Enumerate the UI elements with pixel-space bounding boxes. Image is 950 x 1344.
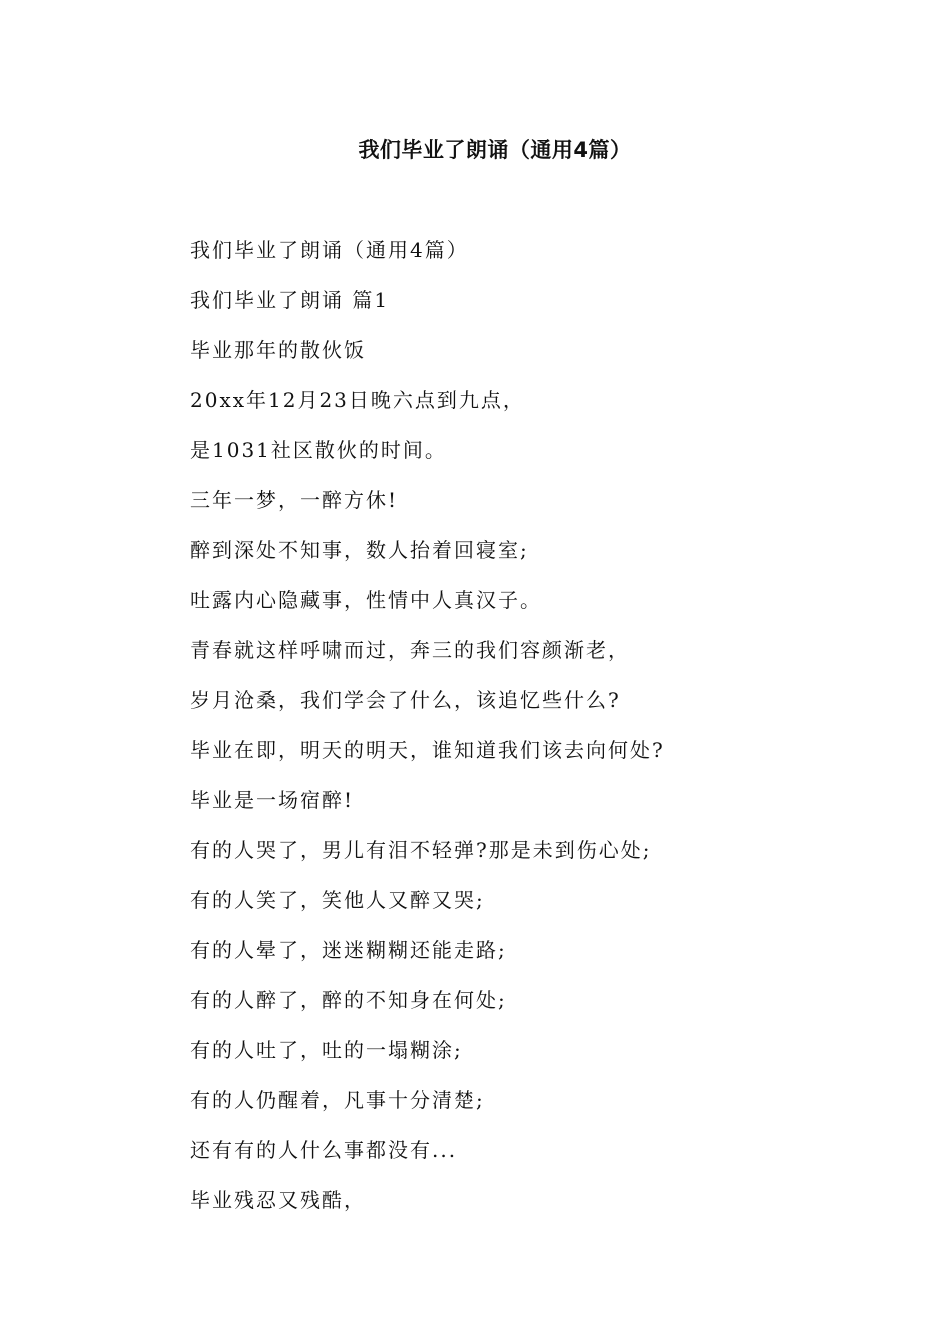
body-line: 醉到深处不知事，数人抬着回寝室; xyxy=(190,538,529,562)
body-line: 岁月沧桑，我们学会了什么，该追忆些什么? xyxy=(190,688,621,712)
body-line-poem-title: 毕业那年的散伙饭 xyxy=(190,338,366,362)
body-line: 有的人晕了，迷迷糊糊还能走路; xyxy=(190,938,507,962)
document-title: 我们毕业了朗诵（通用4篇） xyxy=(358,138,632,162)
body-line: 是1031社区散伙的时间。 xyxy=(190,438,447,462)
body-line: 青春就这样呼啸而过，奔三的我们容颜渐老， xyxy=(190,638,630,662)
body-line: 有的人仍醒着，凡事十分清楚; xyxy=(190,1088,485,1112)
body-line: 有的人吐了，吐的一塌糊涂; xyxy=(190,1038,463,1062)
document-body xyxy=(190,232,890,1232)
body-line: 毕业是一场宿醉! xyxy=(190,788,355,812)
body-line-section-heading: 我们毕业了朗诵 篇1 xyxy=(190,288,390,312)
body-line: 吐露内心隐藏事，性情中人真汉子。 xyxy=(190,588,542,612)
body-line: 有的人哭了，男儿有泪不轻弹?那是未到伤心处; xyxy=(190,838,652,862)
body-line: 20xx年12月23日晚六点到九点， xyxy=(190,388,525,412)
body-line: 毕业在即，明天的明天，谁知道我们该去向何处? xyxy=(190,738,665,762)
body-line-subtitle: 我们毕业了朗诵（通用4篇） xyxy=(190,238,469,262)
body-line: 还有有的人什么事都没有... xyxy=(190,1138,458,1162)
body-line: 有的人笑了，笑他人又醉又哭; xyxy=(190,888,485,912)
body-line: 有的人醉了，醉的不知身在何处; xyxy=(190,988,507,1012)
body-line: 毕业残忍又残酷， xyxy=(190,1188,366,1212)
body-line: 三年一梦，一醉方休! xyxy=(190,488,399,512)
